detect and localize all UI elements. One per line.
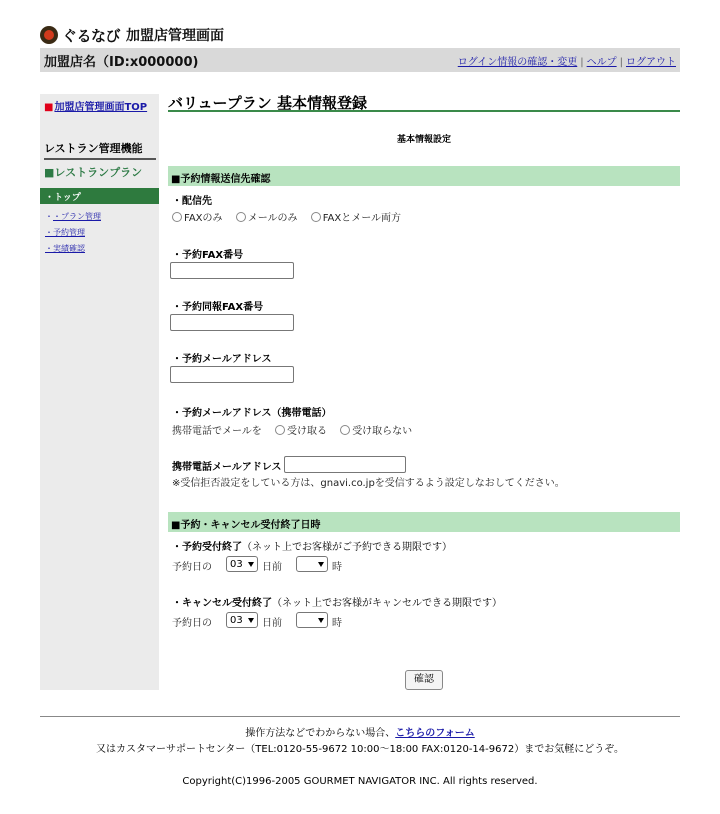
section-header-delivery: ■予約情報送信先確認	[168, 166, 680, 186]
help-link[interactable]: ヘルプ	[586, 56, 617, 68]
logout-link[interactable]: ログアウト	[626, 56, 676, 68]
cancel-days-select[interactable]: 03	[226, 612, 258, 628]
mobile-address-label: 携帯電話メールアドレス	[172, 462, 282, 473]
reserve-hour-select[interactable]	[296, 556, 328, 572]
login-info-link[interactable]: ログイン情報の確認・変更	[457, 56, 578, 68]
email-input[interactable]	[170, 366, 294, 383]
mobile-email-label: ・予約メールアドレス（携帯電話）	[172, 408, 332, 419]
logo-brand: ぐるなび	[62, 26, 121, 45]
store-name: 加盟店名（ID:x000000)	[44, 54, 199, 70]
fax-label: ・予約FAX番号	[172, 250, 244, 261]
radio-receive[interactable]: 受け取る	[275, 426, 327, 437]
chevron-down-icon	[248, 618, 254, 623]
reserve-days-suffix: 日前	[262, 562, 282, 573]
main-content	[168, 92, 680, 145]
mobile-prompt: 携帯電話でメールを	[172, 426, 262, 437]
mobile-note: ※受信拒否設定をしている方は、gnavi.co.jpを受信するよう設定しなおしてください。	[172, 478, 565, 489]
reserve-day-prefix: 予約日の	[172, 562, 212, 573]
section-header-deadline: ■予約・キャンセル受付終了日時	[168, 512, 680, 532]
gurunavi-logo-icon	[40, 26, 58, 44]
cancel-day-prefix: 予約日の	[172, 618, 212, 629]
chevron-down-icon	[318, 562, 324, 567]
admin-top-link[interactable]: 加盟店管理画面TOP	[54, 102, 148, 113]
page-title: バリュープラン 基本情報登録	[168, 92, 680, 112]
cancel-days-suffix: 日前	[262, 618, 282, 629]
mobile-address-input[interactable]	[284, 456, 406, 473]
radio-fax-and-mail[interactable]: FAXとメール両方	[311, 213, 401, 224]
sidebar-item-results[interactable]: ・実績確認	[45, 244, 85, 253]
sidebar-section-title: レストラン管理機能	[44, 140, 156, 160]
footer-support-line: 又はカスタマーサポートセンター（TEL:0120-55-9672 10:00〜18:00 FAX:0120-14-9672）までお気軽にどうぞ。	[95, 744, 625, 755]
logo	[40, 24, 224, 46]
delivery-radio-group	[172, 209, 411, 224]
logo-subtitle: 加盟店管理画面	[126, 28, 225, 44]
cancel-hour-select[interactable]	[296, 612, 328, 628]
sidebar-item-plan[interactable]: ・・プラン管理	[45, 212, 101, 221]
email-label: ・予約メールアドレス	[172, 354, 272, 365]
footer-help-line: 操作方法などでわからない場合、こちらのフォーム	[245, 728, 475, 739]
chevron-down-icon	[318, 618, 324, 623]
sidebar-item-top[interactable]: ・トップ	[40, 188, 159, 204]
cancel-hour-suffix: 時	[332, 618, 342, 629]
footer-divider	[40, 716, 680, 717]
sidebar-links	[45, 209, 101, 257]
copyright: Copyright(C)1996-2005 GOURMET NAVIGATOR INC. All rights reserved.	[182, 776, 538, 787]
radio-icon[interactable]	[275, 425, 285, 435]
red-square-icon: ■	[44, 102, 54, 113]
sidebar-plan-label: ■レストランプラン	[44, 166, 143, 179]
sidebar-item-reservation[interactable]: ・予約管理	[45, 228, 85, 237]
radio-fax-only[interactable]: FAXのみ	[172, 213, 223, 224]
sidebar-top	[44, 98, 147, 113]
reserve-deadline-label: ・予約受付終了（ネット上でお客様がご予約できる期限です）	[172, 542, 452, 553]
radio-icon[interactable]	[236, 212, 246, 222]
sub-title: 基本情報設定	[396, 135, 451, 145]
radio-icon[interactable]	[172, 212, 182, 222]
chevron-down-icon	[248, 562, 254, 567]
confirm-button[interactable]: 確認	[405, 670, 443, 690]
top-links: ログイン情報の確認・変更 | ヘルプ | ログアウト	[457, 56, 676, 68]
radio-mail-only[interactable]: メールのみ	[236, 213, 298, 224]
cancel-deadline-label: ・キャンセル受付終了（ネット上でお客様がキャンセルできる期限です）	[172, 598, 502, 609]
contact-form-link[interactable]: こちらのフォーム	[395, 728, 475, 739]
cc-fax-input[interactable]	[170, 314, 294, 331]
delivery-label: ・配信先	[172, 196, 212, 207]
store-bar	[40, 48, 680, 72]
sidebar	[40, 94, 159, 690]
fax-input[interactable]	[170, 262, 294, 279]
mobile-radio-group	[172, 422, 412, 437]
cc-fax-label: ・予約同報FAX番号	[172, 302, 264, 313]
reserve-days-select[interactable]: 03	[226, 556, 258, 572]
reserve-hour-suffix: 時	[332, 562, 342, 573]
radio-icon[interactable]	[340, 425, 350, 435]
radio-icon[interactable]	[311, 212, 321, 222]
radio-not-receive[interactable]: 受け取らない	[340, 426, 412, 437]
